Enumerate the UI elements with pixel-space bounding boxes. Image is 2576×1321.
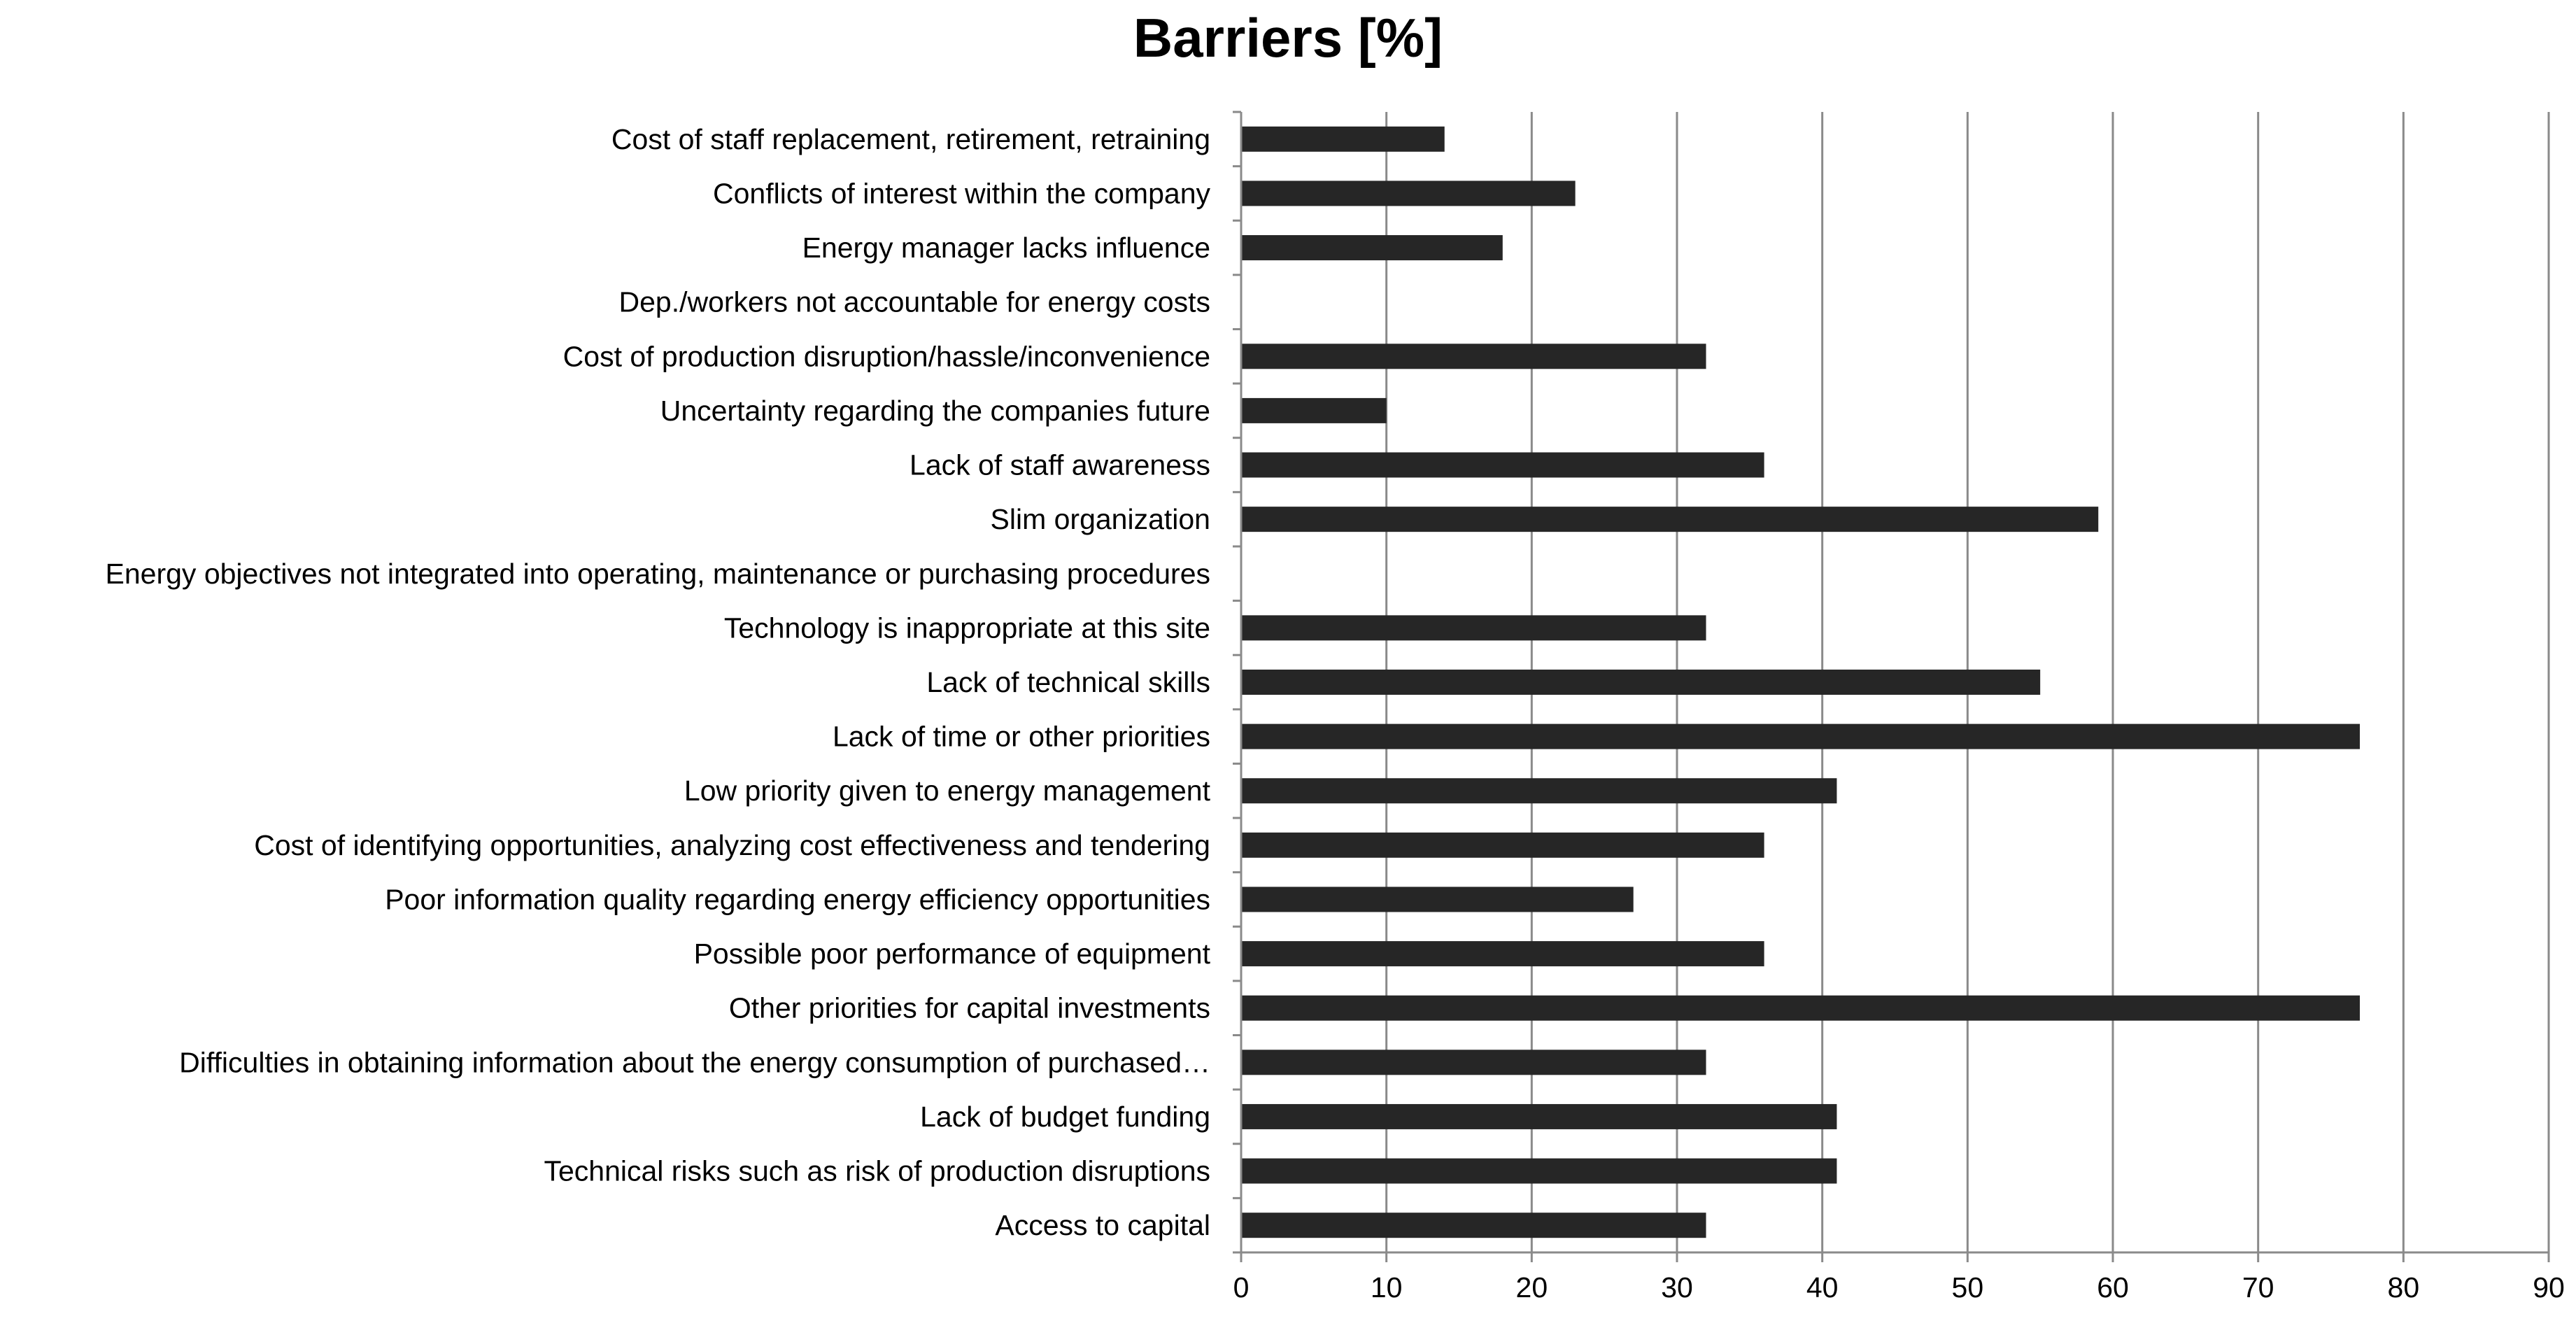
bar [1241, 1159, 1837, 1184]
x-tick-label: 80 [2387, 1271, 2420, 1304]
bar [1241, 1050, 1706, 1075]
x-tick-label: 50 [1951, 1271, 1984, 1304]
bars [1241, 127, 2360, 1238]
bar [1241, 833, 1764, 858]
x-tick-label: 10 [1370, 1271, 1403, 1304]
bar [1241, 453, 1764, 478]
category-label: Cost of staff replacement, retirement, retraining [611, 122, 1210, 155]
category-label: Access to capital [995, 1209, 1210, 1242]
bar [1241, 1104, 1837, 1129]
x-tick-label: 90 [2533, 1271, 2565, 1304]
category-label: Energy objectives not integrated into operating, maintenance or purchasing procedures [105, 557, 1210, 590]
category-label: Slim organization [990, 503, 1210, 536]
x-tick-labels [1233, 1271, 2565, 1304]
x-tick-label: 20 [1515, 1271, 1548, 1304]
category-label: Cost of identifying opportunities, analyzing cost effectiveness and tendering [254, 828, 1210, 861]
bar [1241, 507, 2098, 532]
category-label: Lack of time or other priorities [832, 720, 1210, 753]
category-label: Lack of technical skills [926, 666, 1210, 698]
bar [1241, 996, 2360, 1021]
category-label: Energy manager lacks influence [802, 232, 1210, 264]
bar [1241, 398, 1387, 423]
bar [1241, 235, 1503, 260]
category-label: Difficulties in obtaining information about the energy consumption of purchased… [179, 1046, 1210, 1079]
x-tick-label: 30 [1661, 1271, 1693, 1304]
x-tick-label: 40 [1806, 1271, 1839, 1304]
category-label: Cost of production disruption/hassle/inconvenience [562, 340, 1210, 373]
category-label: Technical risks such as risk of production disruptions [544, 1154, 1210, 1187]
bar [1241, 127, 1445, 152]
bar [1241, 615, 1706, 640]
bar [1241, 724, 2360, 749]
bar [1241, 778, 1837, 803]
category-label: Conflicts of interest within the company [713, 177, 1210, 210]
category-label: Lack of budget funding [920, 1100, 1210, 1133]
category-label: Possible poor performance of equipment [693, 938, 1210, 970]
bar [1241, 941, 1764, 966]
chart-title: Barriers [%] [1133, 7, 1443, 69]
category-label: Low priority given to energy management [684, 775, 1210, 807]
bar [1241, 670, 2040, 695]
bar [1241, 1213, 1706, 1238]
x-tick-label: 60 [2097, 1271, 2129, 1304]
category-label: Dep./workers not accountable for energy costs [618, 285, 1210, 318]
x-tick-label: 70 [2242, 1271, 2274, 1304]
category-label: Technology is inappropriate at this site [723, 612, 1210, 644]
category-label: Poor information quality regarding energy efficiency opportunities [385, 883, 1210, 916]
x-tick-label: 0 [1233, 1271, 1250, 1304]
category-label: Lack of staff awareness [910, 448, 1210, 481]
bar [1241, 181, 1576, 206]
category-label: Other priorities for capital investments [728, 991, 1210, 1024]
bar [1241, 886, 1634, 912]
bar [1241, 344, 1706, 369]
category-labels [106, 123, 1211, 1241]
category-label: Uncertainty regarding the companies future [660, 394, 1210, 427]
